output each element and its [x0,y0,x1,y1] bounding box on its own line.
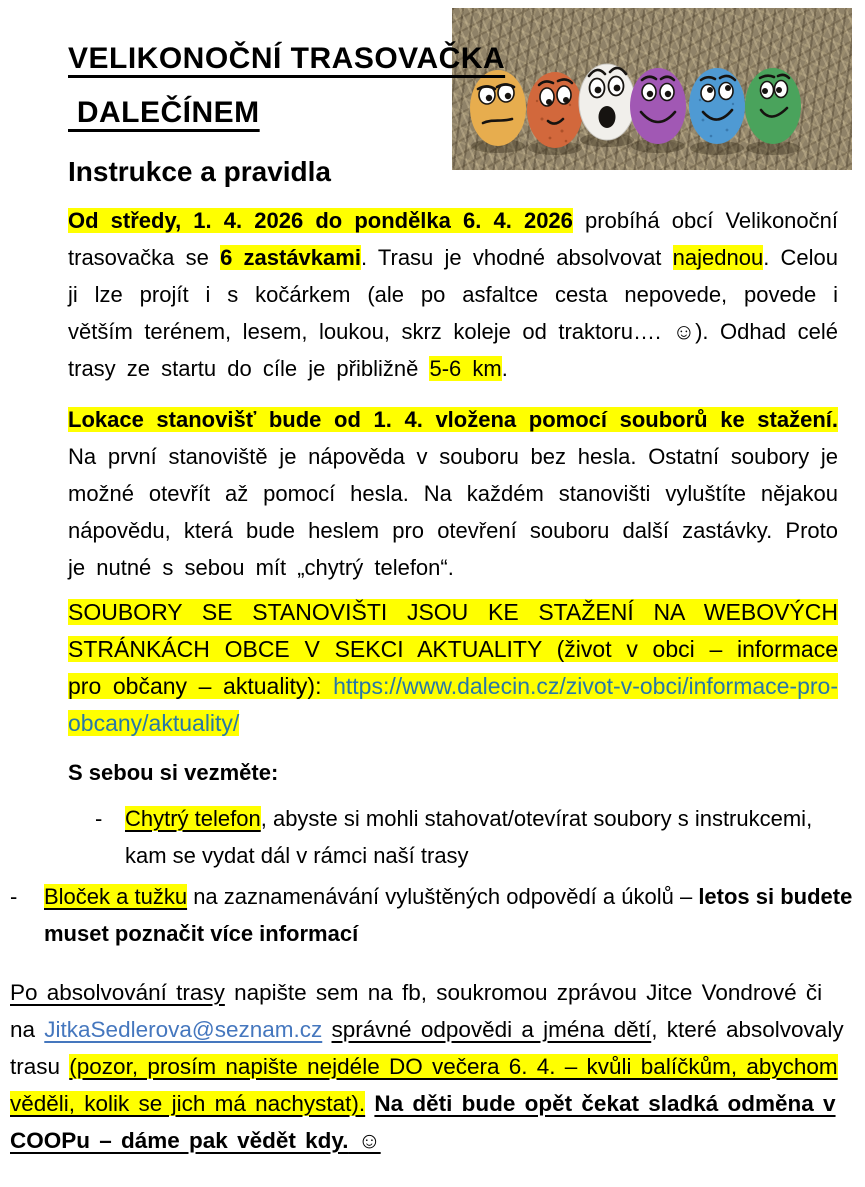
text-run [322,1017,331,1042]
document-title-line2: DALEČÍNEM [68,96,260,129]
text-run: Bloček a tužku [44,884,188,909]
bullet-dash: - [95,806,103,831]
paragraph-downloads [68,594,838,742]
text-run: správné odpovědi a jména dětí [331,1017,652,1042]
paragraph-intro [68,202,838,387]
text-run: Lokace stanovišť bude od 1. 4. vložena pomocí souborů ke stažení. [68,407,838,432]
text-run: SOUBORY SE STANOVIŠTI JSOU KE STAŽENÍ NA WEBOVÝCH STRÁNKÁCH OBCE V SEKCI AKTUALITY (život v obci – informace pro občany – aktuality): [68,599,838,699]
list-item-phone [68,800,838,874]
hyperlink[interactable]: JitkaSedlerova@seznam.cz [44,1017,323,1042]
text-run: 5-6 km [429,356,502,381]
text-run: , abyste si mohli stahovat/otevírat soubory s instrukcemi, kam se vydat dál v rámci naší trasy [125,806,813,868]
heading-rules: Instrukce a pravidla [68,156,332,187]
heading-bring: S sebou si vezměte: [68,760,279,785]
text-run: Po absolvování trasy [10,980,225,1005]
list-item-text [125,800,838,874]
text-run: (pozor, prosím napište nejdéle DO večera 6. 4. – kvůli balíčkům, abychom věděli, kolik se jich má nachystat). [10,1054,838,1116]
text-run: Na děti bude opět čekat sladká odměna v COOPu – dáme pak vědět kdy. [10,1091,836,1153]
text-run: napište sem na fb, soukromou zprávou Jitce Vondrové či na [10,980,823,1042]
text-run: . Celou ji lze projít i s kočárkem (ale po asfaltce cesta nepovede, povede i větším terénem, lesem, loukou, skrz koleje od traktoru…. ☺). Odhad celé trasy ze startu do cíle je přibližně [68,245,838,381]
text-run: Od středy, 1. 4. 2026 do pondělka 6. 4. 2026 [68,208,573,233]
text-run: . Trasu je vhodné absolvovat [360,245,673,270]
hyperlink[interactable]: https://www.dalecin.cz/zivot-v-obci/informace-pro-obcany/aktuality/ [68,673,838,736]
list-item-notebook [10,878,854,952]
document-title-line1: VELIKONOČNÍ TRASOVAČKA [68,42,506,75]
list-item-text [44,878,854,952]
bullet-dash: - [10,884,18,909]
text-run: najednou [672,245,764,270]
text-run: ☺ [348,1128,381,1153]
text-run: Chytrý telefon [125,806,261,831]
text-run: letos si budete muset poznačit více informací [44,884,853,946]
text-run: . [501,356,508,381]
paragraph-locations [68,401,838,586]
document-content [10,42,853,1159]
text-run: Na první stanoviště je nápověda v souboru bez hesla. Ostatní soubory je možné otevřít až pomocí hesla. Na každém stanovišti vyluštíte nějakou nápovědu, která bude heslem pro otevření souboru další zastávky. Proto je nutné s sebou mít „chytrý telefon“. [68,444,838,580]
text-run: probíhá obcí Velikonoční trasovačka se [68,208,839,270]
text-run: na zaznamenávání vyluštěných odpovědí a úkolů – [187,884,699,909]
paragraph-final [10,974,854,1159]
text-run: 6 zastávkami [220,245,361,270]
text-run: , které absolvovaly trasu [10,1017,844,1079]
